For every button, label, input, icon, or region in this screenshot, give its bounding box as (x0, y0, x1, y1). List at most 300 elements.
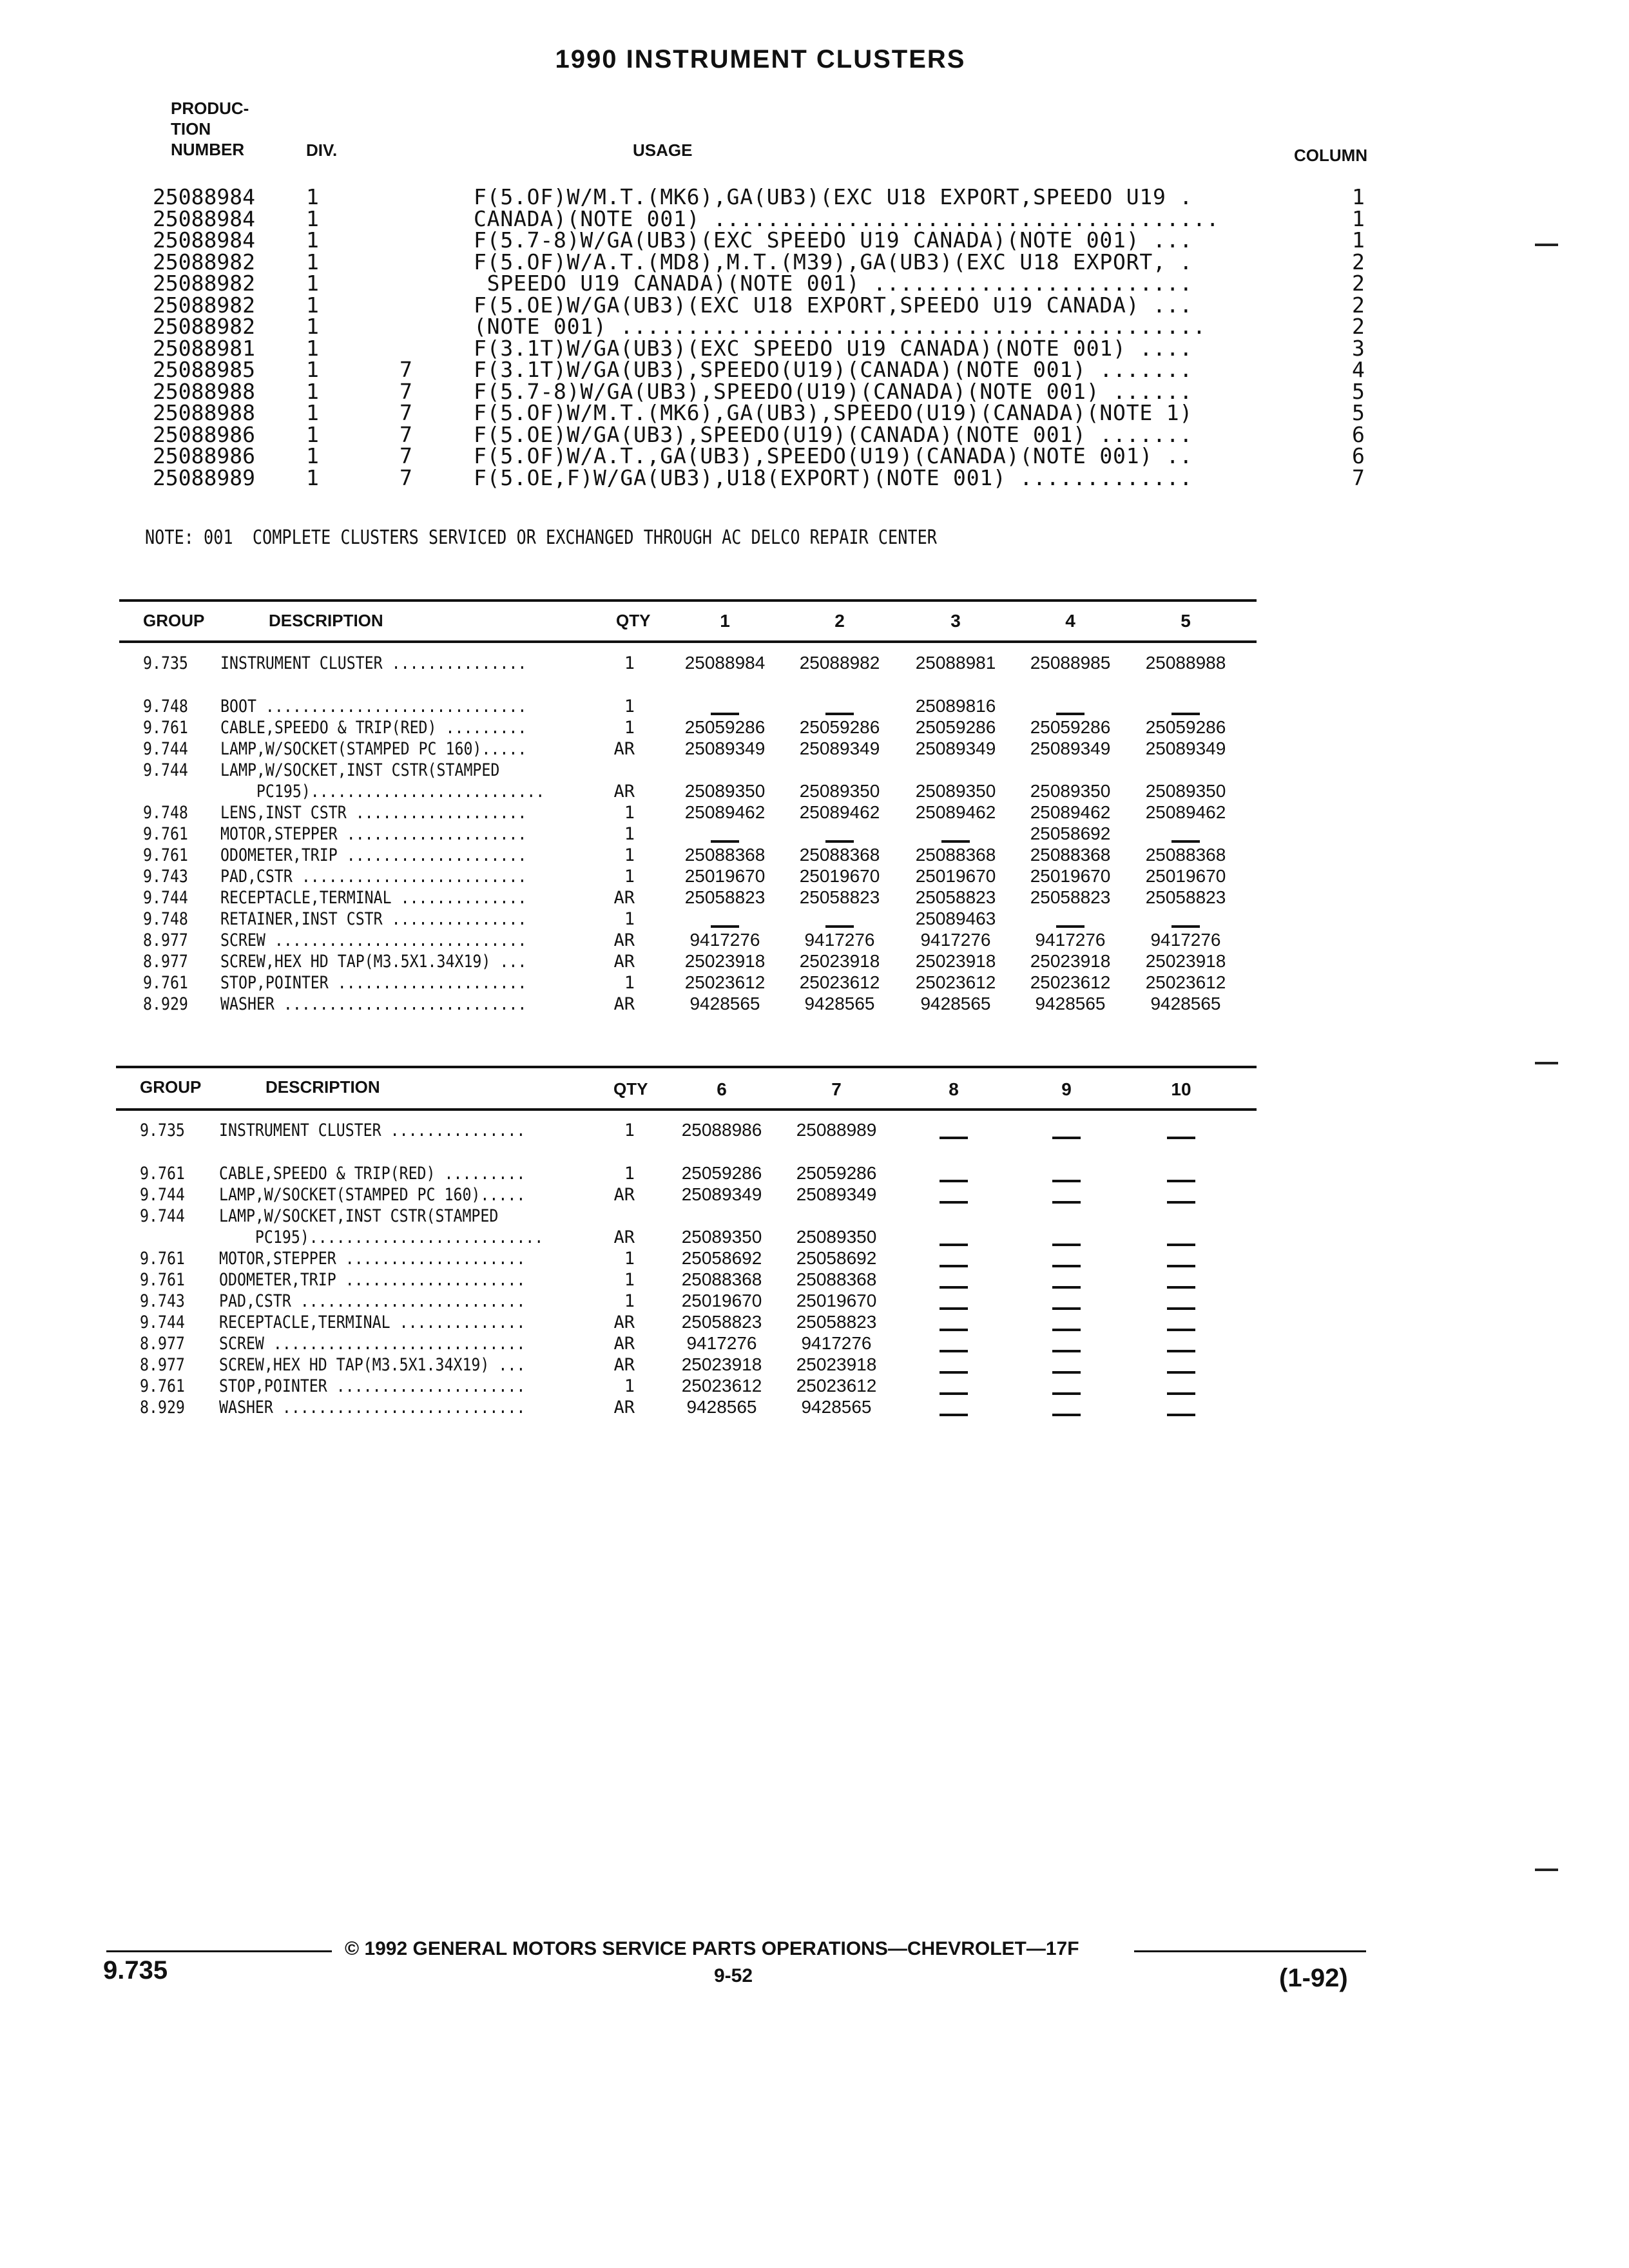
dash-mark (825, 840, 854, 843)
part-number: 25089350 (1030, 781, 1111, 801)
dash-mark (1167, 1392, 1195, 1395)
usage-row-column: 6 (1352, 422, 1365, 447)
part-number: 9428565 (1150, 994, 1221, 1014)
part-number: 25089349 (681, 1184, 762, 1204)
dash-mark (940, 1307, 968, 1310)
part-empty-dash (1126, 1318, 1236, 1339)
dash-mark (1167, 1286, 1195, 1289)
dash-mark (825, 713, 854, 715)
dash-mark (1052, 1180, 1081, 1182)
part-group: 9.735 (140, 1120, 185, 1140)
part-description: RECEPTACLE,TERMINAL .............. (220, 888, 527, 908)
part-group: 8.977 (140, 1355, 185, 1375)
part-number: 25058692 (1030, 823, 1111, 843)
dash-mark (1052, 1244, 1081, 1246)
usage-row-number: 25088984 (153, 227, 255, 253)
part-number: 25019670 (1145, 866, 1226, 886)
usage-row-column: 4 (1352, 357, 1365, 382)
part-number: 25088981 (915, 653, 996, 673)
part-empty-dash (899, 1340, 1008, 1360)
dash-mark (1052, 1371, 1081, 1374)
part-qty: 1 (624, 1270, 635, 1290)
part-number: 25059286 (681, 1163, 762, 1183)
part-empty-dash (1126, 1382, 1236, 1403)
column-header: 3 (950, 611, 961, 631)
part-empty-dash (1126, 1403, 1236, 1424)
part-empty-dash (899, 1126, 1008, 1147)
part-description: ODOMETER,TRIP .................... (219, 1270, 526, 1290)
part-number: 25088368 (799, 845, 880, 865)
usage-row-column: 1 (1352, 184, 1365, 209)
part-number: 25019670 (915, 866, 996, 886)
dash-mark (1052, 1307, 1081, 1310)
table2-top-rule (116, 1066, 1257, 1068)
usage-row-div2: 7 (400, 379, 412, 404)
margin-mark (1535, 1062, 1558, 1064)
part-number: 25058823 (799, 887, 880, 907)
dash-mark (940, 1201, 968, 1204)
part-number: 25023612 (915, 972, 996, 992)
part-number: 25088984 (684, 653, 766, 673)
part-description: SCREW ............................ (220, 930, 527, 950)
footer-section-number: 9.735 (103, 1956, 168, 1984)
part-number: 9417276 (1035, 930, 1106, 950)
usage-row-text: SPEEDO U19 CANADA)(NOTE 001) ........................ (474, 271, 1193, 296)
dash-mark (1052, 1414, 1081, 1416)
usage-row-text: F(5.OE,F)W/GA(UB3),U18(EXPORT)(NOTE 001) ............. (474, 465, 1193, 490)
dash-mark (1167, 1201, 1195, 1204)
part-number: 25088368 (681, 1269, 762, 1289)
usage-row-div: 1 (306, 227, 319, 253)
part-group: 9.743 (143, 867, 188, 887)
dash-mark (1052, 1392, 1081, 1395)
usage-row-column: 2 (1352, 271, 1365, 296)
usage-row-number: 25088988 (153, 379, 255, 404)
dash-mark (1171, 925, 1200, 928)
part-number: 25019670 (681, 1291, 762, 1311)
part-description: ODOMETER,TRIP .................... (220, 845, 527, 865)
usage-row-div: 1 (306, 400, 319, 425)
part-description: PC195).......................... (219, 1227, 544, 1247)
column-header: 6 (717, 1079, 727, 1099)
part-number: 25023612 (799, 972, 880, 992)
part-number: 25089462 (799, 802, 880, 822)
usage-row-div: 1 (306, 379, 319, 404)
dash-mark (1052, 1350, 1081, 1352)
dash-mark (940, 1350, 968, 1352)
footer-revision: (1-92) (1279, 1964, 1348, 1992)
note-text: NOTE: 001 COMPLETE CLUSTERS SERVICED OR EXCHANGED THROUGH AC DELCO REPAIR CENTER (145, 526, 937, 549)
dash-mark (1167, 1180, 1195, 1182)
part-description: SCREW ............................ (219, 1334, 526, 1354)
part-qty: AR (613, 1227, 635, 1247)
margin-mark (1535, 244, 1558, 246)
part-description: STOP,POINTER ..................... (219, 1376, 526, 1396)
part-number: 25088368 (915, 845, 996, 865)
dash-mark (1056, 713, 1084, 715)
part-group: 9.761 (143, 973, 188, 993)
part-empty-dash (1012, 1403, 1121, 1424)
part-number: 25023918 (1145, 951, 1226, 971)
dash-mark (940, 1286, 968, 1289)
part-number: 9417276 (689, 930, 760, 950)
usage-row-text: (NOTE 001) ............................................ (474, 314, 1206, 339)
table1-header-group: GROUP (143, 611, 205, 630)
part-empty-dash (1012, 1297, 1121, 1318)
dash-mark (1171, 713, 1200, 715)
footer-rule-left (106, 1950, 332, 1952)
usage-row-div: 1 (306, 422, 319, 447)
table2-header-group: GROUP (140, 1077, 202, 1097)
part-qty: 1 (624, 824, 635, 844)
part-description: LENS,INST CSTR ................... (220, 803, 527, 823)
part-empty-dash (899, 1318, 1008, 1339)
part-description: RECEPTACLE,TERMINAL .............. (219, 1312, 526, 1332)
usage-row-column: 3 (1352, 336, 1365, 361)
part-number: 9428565 (920, 994, 991, 1014)
part-empty-dash (1126, 1191, 1236, 1211)
part-number: 25089350 (796, 1227, 877, 1247)
dash-mark (1052, 1265, 1081, 1267)
column-header: 4 (1065, 611, 1075, 631)
part-qty: AR (613, 952, 635, 972)
part-number: 25019670 (796, 1291, 877, 1311)
part-empty-dash (899, 1169, 1008, 1190)
usage-row-number: 25088982 (153, 271, 255, 296)
part-number: 25019670 (684, 866, 766, 886)
part-empty-dash (899, 1233, 1008, 1254)
part-number: 25059286 (915, 717, 996, 737)
dash-mark (711, 925, 739, 928)
part-number: 9417276 (801, 1333, 872, 1353)
page-title: 1990 INSTRUMENT CLUSTERS (555, 45, 966, 73)
part-group: 9.761 (143, 845, 188, 865)
part-number: 9417276 (804, 930, 875, 950)
dash-mark (1052, 1286, 1081, 1289)
dash-mark (940, 1180, 968, 1182)
part-empty-dash (1012, 1340, 1121, 1360)
dash-mark (1056, 925, 1084, 928)
part-number: 25089349 (796, 1184, 877, 1204)
part-description: SCREW,HEX HD TAP(M3.5X1.34X19) ... (220, 952, 527, 972)
part-number: 25023918 (796, 1354, 877, 1374)
usage-row-number: 25088985 (153, 357, 255, 382)
part-group: 8.977 (140, 1334, 185, 1354)
usage-row-div2: 7 (400, 357, 412, 382)
part-group: 9.744 (140, 1185, 185, 1205)
usage-row-column: 2 (1352, 293, 1365, 318)
part-number: 25059286 (796, 1163, 877, 1183)
part-number: 25019670 (1030, 866, 1111, 886)
part-qty: 1 (624, 653, 635, 673)
table1-top-rule (119, 599, 1257, 602)
column-header: 7 (831, 1079, 842, 1099)
usage-row-text: F(5.OE)W/GA(UB3)(EXC U18 EXPORT,SPEEDO U19 CANADA) ... (474, 293, 1193, 318)
usage-row-number: 25088986 (153, 443, 255, 468)
part-number: 25058823 (1145, 887, 1226, 907)
part-number: 25059286 (1145, 717, 1226, 737)
part-description: RETAINER,INST CSTR ............... (220, 909, 527, 929)
table2-header-rule (116, 1108, 1257, 1111)
usage-row-text: F(5.OF)W/A.T.,GA(UB3),SPEEDO(U19)(CANADA)(NOTE 001) .. (474, 443, 1193, 468)
part-qty: 1 (624, 1376, 635, 1396)
usage-row-number: 25088989 (153, 465, 255, 490)
part-qty: AR (613, 888, 635, 908)
part-description: INSTRUMENT CLUSTER ............... (220, 653, 527, 673)
part-number: 25089350 (1145, 781, 1226, 801)
part-number: 25023612 (1145, 972, 1226, 992)
dash-mark (1167, 1350, 1195, 1352)
part-qty: 1 (624, 718, 635, 738)
part-empty-dash (1012, 1318, 1121, 1339)
usage-row-text: F(5.7-8)W/GA(UB3),SPEEDO(U19)(CANADA)(NOTE 001) ...... (474, 379, 1193, 404)
part-description: LAMP,W/SOCKET(STAMPED PC 160)..... (220, 739, 527, 759)
part-number: 25023918 (681, 1354, 762, 1374)
part-group: 8.977 (143, 952, 188, 972)
dash-mark (1167, 1329, 1195, 1331)
part-number: 25058823 (681, 1312, 762, 1332)
part-number: 25023918 (684, 951, 766, 971)
column-header: 5 (1181, 611, 1191, 631)
part-empty-dash (1012, 1191, 1121, 1211)
part-empty-dash (1126, 1126, 1236, 1147)
part-group: 9.744 (140, 1312, 185, 1332)
usage-row-number: 25088986 (153, 422, 255, 447)
part-number: 25089462 (1145, 802, 1226, 822)
part-number: 25088368 (684, 845, 766, 865)
part-number: 25089350 (915, 781, 996, 801)
part-number: 25089462 (1030, 802, 1111, 822)
usage-row-div: 1 (306, 206, 319, 231)
part-qty: 1 (624, 1120, 635, 1140)
part-group: 9.761 (140, 1249, 185, 1269)
usage-row-column: 2 (1352, 314, 1365, 339)
part-number: 9428565 (804, 994, 875, 1014)
part-number: 25088368 (1145, 845, 1226, 865)
part-description: STOP,POINTER ..................... (220, 973, 527, 993)
part-number: 9428565 (801, 1397, 872, 1417)
header-usage: USAGE (633, 140, 693, 160)
part-group: 9.748 (143, 803, 188, 823)
part-number: 25023918 (915, 951, 996, 971)
column-header: 10 (1171, 1079, 1191, 1099)
usage-row-column: 2 (1352, 249, 1365, 274)
part-group: 9.761 (143, 718, 188, 738)
usage-row-div: 1 (306, 336, 319, 361)
dash-mark (1052, 1329, 1081, 1331)
table2-header-qty: QTY (613, 1079, 648, 1099)
part-group: 9.761 (140, 1270, 185, 1290)
dash-mark (1167, 1414, 1195, 1416)
usage-row-div2: 7 (400, 465, 412, 490)
dash-mark (1167, 1265, 1195, 1267)
part-number: 9417276 (686, 1333, 757, 1353)
part-empty-dash (1012, 1254, 1121, 1275)
part-number: 25089349 (915, 738, 996, 758)
usage-row-column: 5 (1352, 400, 1365, 425)
part-empty-dash (899, 1361, 1008, 1381)
usage-row-div: 1 (306, 249, 319, 274)
dash-mark (1167, 1307, 1195, 1310)
dash-mark (940, 1329, 968, 1331)
part-qty: AR (613, 1185, 635, 1205)
part-empty-dash (899, 1276, 1008, 1296)
table1-header-description: DESCRIPTION (269, 611, 383, 630)
part-empty-dash (899, 1382, 1008, 1403)
usage-row-number: 25088984 (153, 206, 255, 231)
dash-mark (825, 925, 854, 928)
part-number: 9428565 (689, 994, 760, 1014)
part-group: 9.744 (143, 739, 188, 759)
part-group: 8.977 (143, 930, 188, 950)
part-number: 25089349 (1145, 738, 1226, 758)
part-number: 25058823 (915, 887, 996, 907)
usage-row-number: 25088984 (153, 184, 255, 209)
dash-mark (1052, 1137, 1081, 1139)
part-group: 9.748 (143, 909, 188, 929)
part-qty: AR (613, 739, 635, 759)
part-number: 9428565 (686, 1397, 757, 1417)
footer-rule-right (1134, 1950, 1366, 1952)
part-description: MOTOR,STEPPER .................... (220, 824, 527, 844)
part-qty: 1 (624, 803, 635, 823)
part-empty-dash (1012, 1169, 1121, 1190)
part-qty: AR (613, 1312, 635, 1332)
usage-row-div: 1 (306, 443, 319, 468)
part-number: 25023612 (684, 972, 766, 992)
part-qty: 1 (624, 1249, 635, 1269)
part-number: 25059286 (799, 717, 880, 737)
part-empty-dash (1126, 1254, 1236, 1275)
part-qty: AR (613, 1334, 635, 1354)
part-qty: 1 (624, 867, 635, 887)
usage-row-column: 7 (1352, 465, 1365, 490)
part-empty-dash (899, 1403, 1008, 1424)
part-group: 9.748 (143, 697, 188, 716)
usage-row-div: 1 (306, 314, 319, 339)
usage-row-div2: 7 (400, 422, 412, 447)
part-qty: AR (613, 782, 635, 802)
part-description: CABLE,SPEEDO & TRIP(RED) ......... (220, 718, 527, 738)
part-qty: 1 (624, 1291, 635, 1311)
usage-row-div2: 7 (400, 443, 412, 468)
dash-mark (940, 1137, 968, 1139)
dash-mark (940, 1244, 968, 1246)
part-group: 9.744 (143, 760, 188, 780)
part-description: WASHER ........................... (220, 994, 527, 1014)
usage-row-number: 25088981 (153, 336, 255, 361)
dash-mark (1171, 840, 1200, 843)
usage-row-div2: 7 (400, 400, 412, 425)
part-description: PAD,CSTR ......................... (219, 1291, 526, 1311)
usage-row-div: 1 (306, 293, 319, 318)
part-number: 25088368 (1030, 845, 1111, 865)
part-number: 25058823 (796, 1312, 877, 1332)
column-header: 8 (949, 1079, 959, 1099)
part-empty-dash (1126, 1169, 1236, 1190)
dash-mark (1167, 1244, 1195, 1246)
part-empty-dash (1126, 1276, 1236, 1296)
part-number: 25088986 (681, 1120, 762, 1140)
dash-mark (1167, 1137, 1195, 1139)
footer-copyright: © 1992 GENERAL MOTORS SERVICE PARTS OPERATIONS—CHEVROLET—17F (345, 1938, 1079, 1959)
part-number: 25059286 (684, 717, 766, 737)
part-qty: 1 (624, 973, 635, 993)
dash-mark (711, 713, 739, 715)
part-number: 25089462 (915, 802, 996, 822)
usage-row-text: F(5.7-8)W/GA(UB3)(EXC SPEEDO U19 CANADA)(NOTE 001) ... (474, 227, 1193, 253)
part-number: 25058823 (1030, 887, 1111, 907)
part-number: 25089349 (1030, 738, 1111, 758)
table1-header-qty: QTY (616, 611, 651, 630)
part-empty-dash (1012, 1382, 1121, 1403)
usage-row-column: 5 (1352, 379, 1365, 404)
part-group: 9.761 (140, 1164, 185, 1184)
part-description: PC195).......................... (220, 782, 545, 802)
part-empty-dash (1126, 1361, 1236, 1381)
dash-mark (940, 1414, 968, 1416)
part-empty-dash (1126, 1340, 1236, 1360)
part-description: LAMP,W/SOCKET,INST CSTR(STAMPED (220, 760, 500, 780)
part-qty: AR (613, 1355, 635, 1375)
dash-mark (940, 1392, 968, 1395)
part-empty-dash (899, 1191, 1008, 1211)
usage-row-text: F(5.OE)W/GA(UB3),SPEEDO(U19)(CANADA)(NOTE 001) ....... (474, 422, 1193, 447)
part-number: 25023612 (681, 1376, 762, 1396)
part-number: 25089349 (684, 738, 766, 758)
part-number: 25023612 (796, 1376, 877, 1396)
part-group: 9.735 (143, 653, 188, 673)
part-number: 25019670 (799, 866, 880, 886)
usage-row-number: 25088982 (153, 249, 255, 274)
part-number: 25089349 (799, 738, 880, 758)
part-group: 9.744 (143, 888, 188, 908)
part-group: 8.929 (143, 994, 188, 1014)
usage-row-text: F(5.OF)W/M.T.(MK6),GA(UB3)(EXC U18 EXPORT,SPEEDO U19 . (474, 184, 1193, 209)
usage-row-div: 1 (306, 184, 319, 209)
dash-mark (940, 1371, 968, 1374)
usage-row-text: F(5.OF)W/A.T.(MD8),M.T.(M39),GA(UB3)(EXC U18 EXPORT, . (474, 249, 1193, 274)
part-number: 9428565 (1035, 994, 1106, 1014)
part-number: 25089350 (681, 1227, 762, 1247)
part-number: 25088989 (796, 1120, 877, 1140)
column-header: 2 (834, 611, 845, 631)
dash-mark (1052, 1201, 1081, 1204)
footer-page-number: 9-52 (714, 1965, 753, 1986)
part-description: CABLE,SPEEDO & TRIP(RED) ......... (219, 1164, 526, 1184)
dash-mark (940, 1265, 968, 1267)
part-number: 25058692 (796, 1248, 877, 1268)
part-empty-dash (1126, 1233, 1236, 1254)
usage-row-column: 6 (1352, 443, 1365, 468)
part-number: 25089816 (915, 696, 996, 716)
table2-header-description: DESCRIPTION (265, 1077, 380, 1097)
part-empty-dash (1012, 1276, 1121, 1296)
part-description: SCREW,HEX HD TAP(M3.5X1.34X19) ... (219, 1355, 526, 1375)
header-production-number: PRODUC- TION NUMBER (171, 99, 249, 159)
part-empty-dash (1012, 1233, 1121, 1254)
part-number: 25059286 (1030, 717, 1111, 737)
part-number: 25088982 (799, 653, 880, 673)
usage-row-text: F(3.1T)W/GA(UB3)(EXC SPEEDO U19 CANADA)(NOTE 001) .... (474, 336, 1193, 361)
part-description: LAMP,W/SOCKET,INST CSTR(STAMPED (219, 1206, 499, 1226)
part-group: 9.743 (140, 1291, 185, 1311)
part-number: 9417276 (920, 930, 991, 950)
part-number: 25088988 (1145, 653, 1226, 673)
part-group: 9.761 (140, 1376, 185, 1396)
part-description: MOTOR,STEPPER .................... (219, 1249, 526, 1269)
table1-header-rule (119, 640, 1257, 643)
